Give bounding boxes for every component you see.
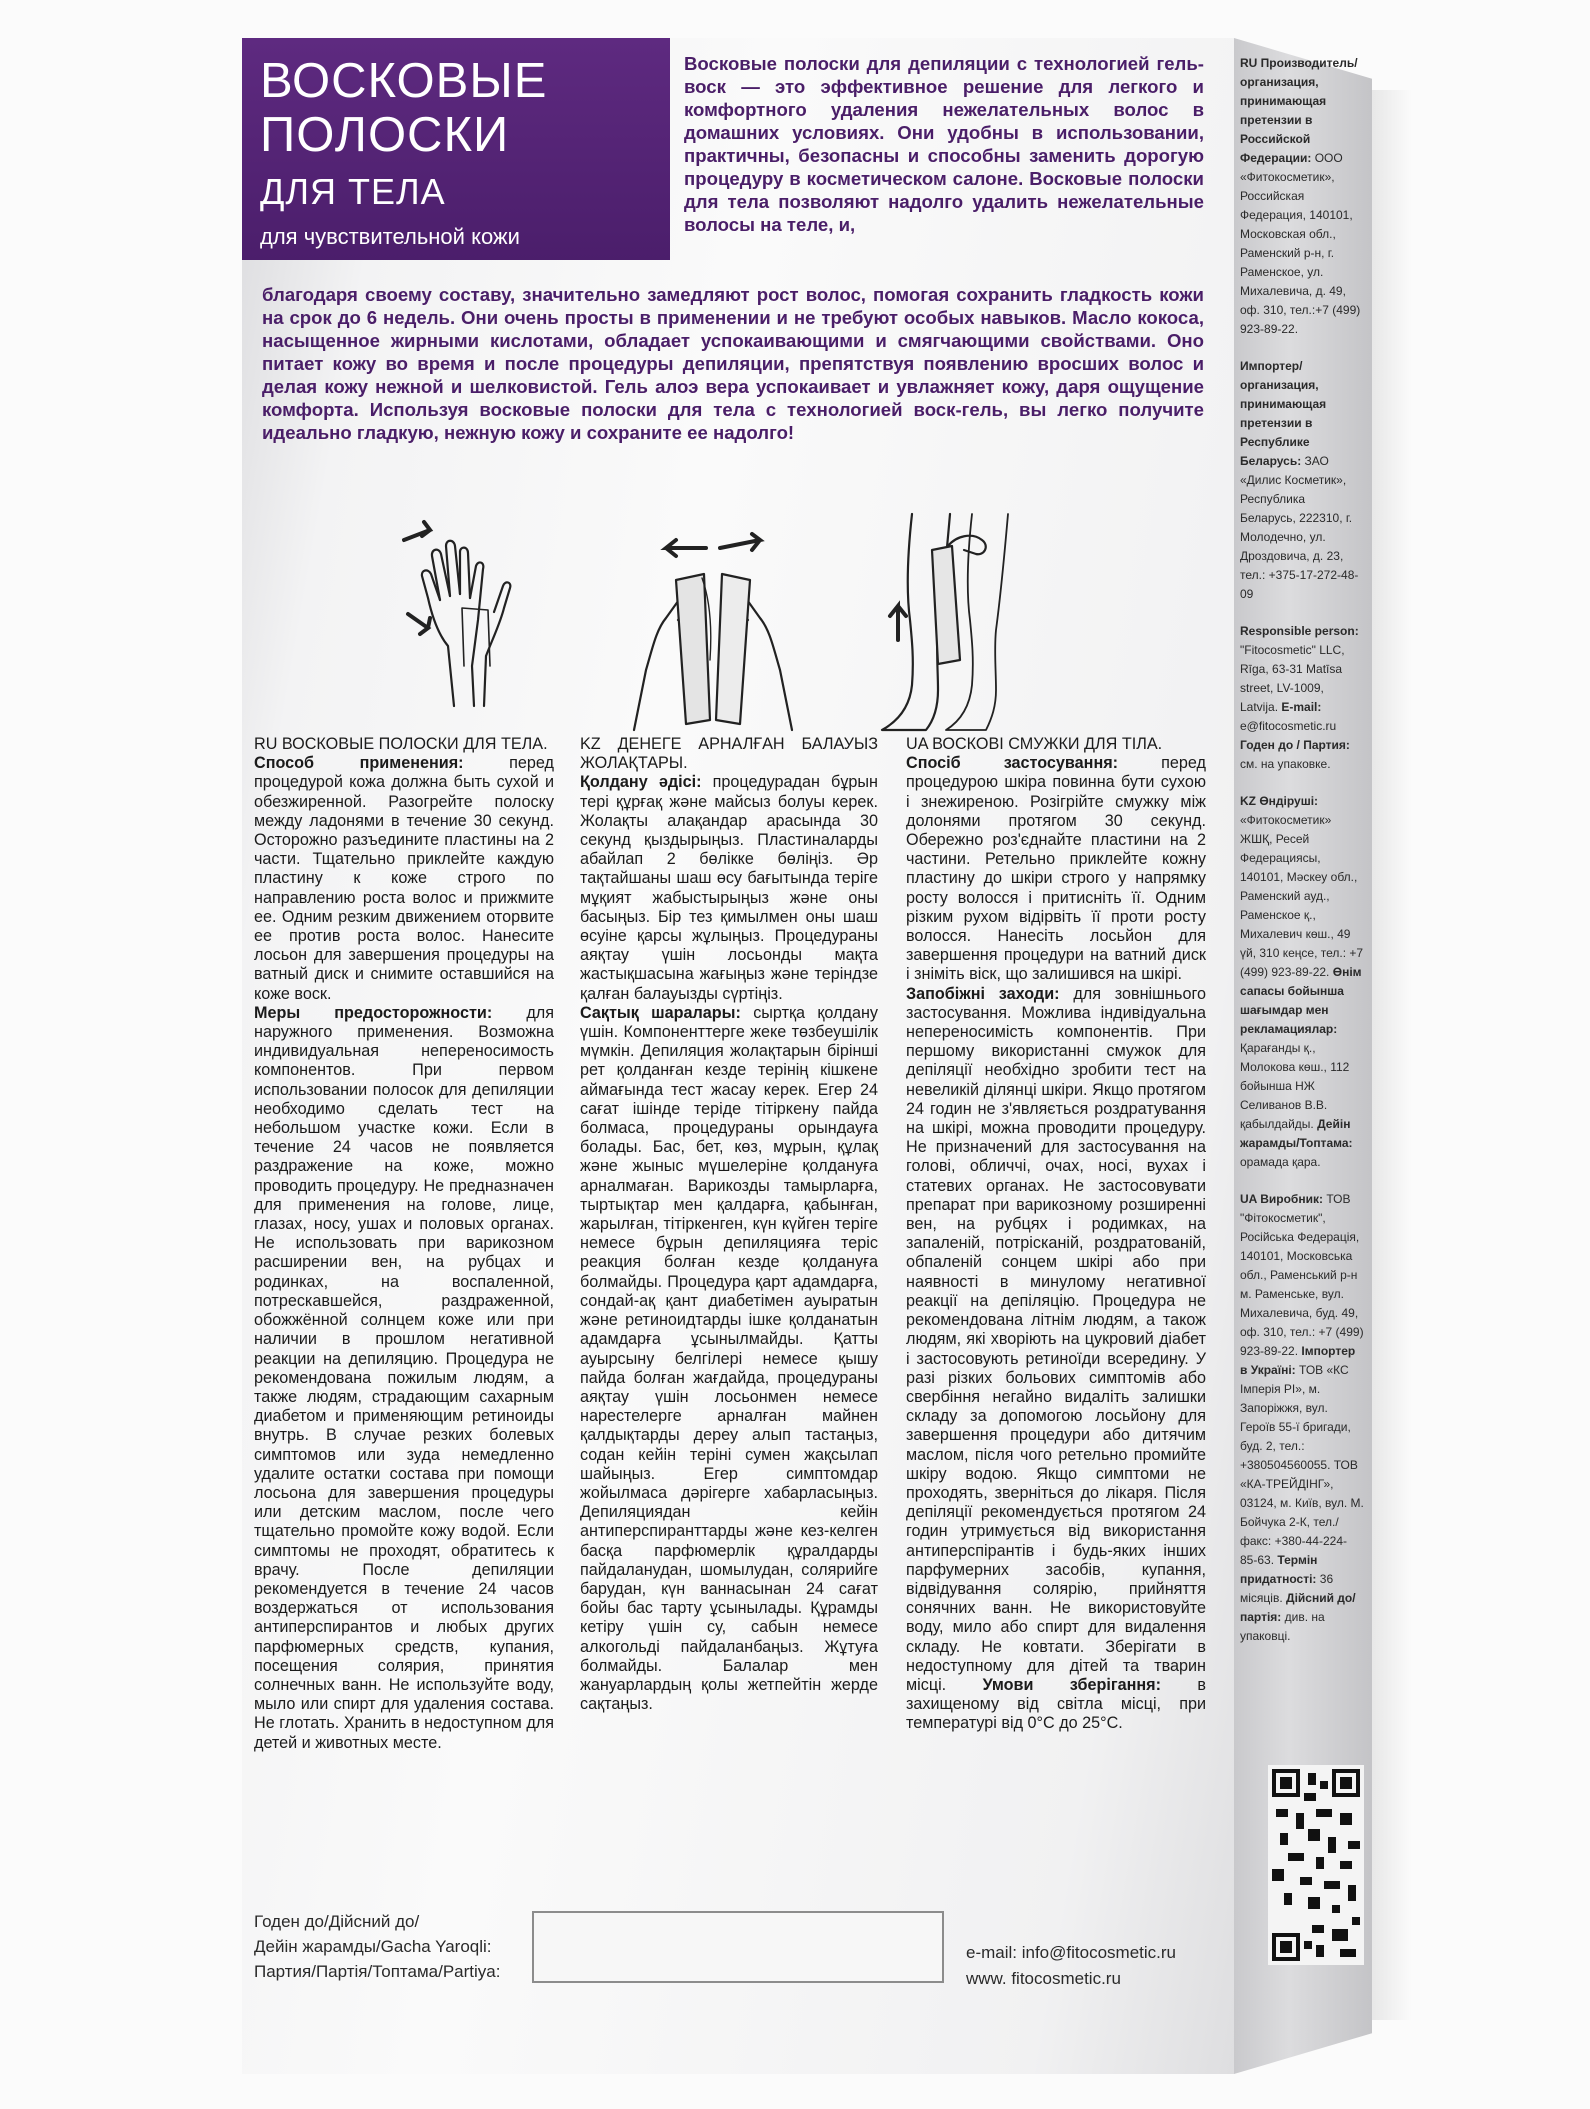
ru-title: RU ВОСКОВЫЕ ПОЛОСКИ ДЛЯ ТЕЛА. bbox=[254, 735, 548, 753]
side-kz-head: KZ Өндіруші: bbox=[1240, 794, 1319, 808]
arrow-up-icon bbox=[890, 606, 906, 640]
ua-storage-label: Умови зберігання: bbox=[982, 1675, 1161, 1694]
kz-caution-label: Сақтық шаралары: bbox=[580, 1003, 741, 1022]
side-ua-date-head: Дійсний до/партія: bbox=[1240, 1591, 1356, 1624]
side-by-head: Импортер/организация, принимающая претензии в Республике Беларусь: bbox=[1240, 359, 1327, 468]
side-email-head: E-mail: bbox=[1281, 700, 1322, 714]
apply-leg-illustration bbox=[872, 510, 1042, 735]
qr-code-icon bbox=[1268, 1765, 1364, 1965]
side-resp-head: Responsible person: bbox=[1240, 624, 1359, 638]
side-ua-import-body: ТОВ «КС Імперія РІ», м. Запоріжжя, вул. Героїв 55-ї бригади, буд. 2, тел.: +380504560055. ТОВ «КА-ТРЕЙДІНГ», 03124, м. Київ, вул. М. Бойчука 2-К, тел./факс: +380-44-224-85-63. bbox=[1240, 1363, 1364, 1567]
ua-title: UA ВОСКОВІ СМУЖКИ ДЛЯ ТІЛА. bbox=[906, 735, 1163, 753]
expiry-label-1: Годен до/Дійсний до/ bbox=[254, 1912, 420, 1931]
column-kz bbox=[580, 735, 878, 1714]
expiry-labels bbox=[254, 1909, 500, 1984]
arrow-down-icon bbox=[408, 614, 430, 634]
contacts bbox=[966, 1940, 1176, 1992]
side-ru-head: RU Производитель/ организация, принимающая претензии в Российской Федерации: bbox=[1240, 56, 1358, 165]
side-kz-claims: Өнім сапасы бойынша шағымдар мен рекламациялар: bbox=[1240, 965, 1362, 1036]
intro-text-full: благодаря своему составу, значительно замедляют рост волос, помогая сохранить гладкость кожи на срок до 6 недель. Они очень просты в применении и не требуют особых навыков. Масло кокоса, насыщенное жирными кислотами, обладает успокаивающими и смягчающими свойствами. Оно питает кожу во время и после процедуры депиляции, препятствуя появлению вросших волос и делая кожу нежной и шелковистой. Гель алоэ вера успокаивает и увлажняет кожу, даря ощущение комфорта. Используя восковые полоски для тела с технологией воск-гель, вы легко получите идеально гладкую, нежную кожу и сохраните ее надолго! bbox=[262, 284, 1204, 443]
side-ua-term-head: Термін придатності: bbox=[1240, 1553, 1318, 1586]
side-kz-date-body: орамада қара. bbox=[1240, 1155, 1321, 1169]
column-ua bbox=[906, 735, 1206, 1734]
ru-method-text: перед процедурой кожа должна быть сухой и обезжиренной. Разогрейте полоску между ладонями в течение 30 секунд. Осторожно разъедините пластины на 2 части. Тщательно приклейте каждую пластину к коже строго по направлению роста волос и прижмите ее. Одним резким движением оторвите ее против роста волос. Нанесите лосьон для завершения процедуры на ватный диск и снимите оставшийся на коже воск. bbox=[254, 754, 554, 1003]
product-title bbox=[260, 54, 660, 162]
warm-strip-illustration bbox=[388, 516, 538, 716]
ru-caution-label: Меры предосторожности: bbox=[254, 1003, 493, 1022]
side-kz-date: Дейін жарамды/Топтама: bbox=[1240, 1117, 1353, 1150]
kz-title: KZ ДЕНЕГЕ АРНАЛҒАН БАЛАУЫЗ ЖОЛАҚТАРЫ. bbox=[580, 735, 878, 773]
intro-text-right: Восковые полоски для депиляции с технологией гель-воск — это эффективное решение для легкого и комфортного удаления нежелательных волос в домашних условиях. Они удобны в использовании, практичны, безопасны и способны заменить дорогую процедуру в косметическом салоне. Восковые полоски для тела позволяют надолго удалить нежелательные волосы на теле, и, bbox=[684, 53, 1204, 235]
kz-method-text: процедурадан бұрын тері құрғақ және майсыз болуы керек. Жолақты алақандар арасында 30 секунд қыздырыңыз. Пластиналарды абайлап 2 бөлікке бөліңіз. Әр тақтайшаны шаш өсу бағытында теріге мұқият жабыстырыңыз және оны басыңыз. Бір тез қимылмен оны шаш өсуіне қарсы жұлыңыз. Процедураны аяқтау үшін лосьонды мақта жастықшасына жағыңыз және теріндзе қалған балауызды сүртіңіз. bbox=[580, 773, 878, 1003]
kz-caution-text: сыртқа қолдану үшін. Компоненттерге жеке төзбеушілік мүмкін. Депиляция жолақтарын бірінші рет қолданған кезде терінің кішкене аймағында тест жасау керек. Егер 24 сағат ішінде теріде тітіркену пайда болмаса, процедураны орындауға болады. Бас, бет, көз, мұрын, құлақ және жыныс мүшелеріне қолдануға арналмаған. Варикозды тамырларға, тыртықтар мен қалдарға, қабынған, жарылған, тітіркенген, күн күйген теріге немесе бұрын депиляцияға теріс реакция болған кезде қолдануға болмайды. Процедура қарт адамдарға, сондай-ақ қант диабетімен ауыратын және ретиноидтарды ішке қолданатын адамдарға ұсынылмайды. Қатты ауырсыну белгілері немесе қышу пайда болған жағдайда, процедураны аяқтау үшін лосьонмен немесе нарестелерге арналған майнен қалдықтарды дереу алып тастаңыз, содан кейін теріні сумен жақсылап шайыңыз. Егер симптомдар жойылмаса дәрігерге хабарласыңыз. Депиляциядан кейін антиперспиранттарды және кез-келген басқа парфюмерлік құралдарды пайдаланудан, шомылудан, солярийге барудан, күн ваннасынан 24 сағат бойы бас тарту ұсынылады. Құрамды кетіру үшін су, сабын немесе алкогольді пайдаланбаңыз. Жұтуға болмайды. Балалар мен жануарлардың қолы жетпейтін жерде сақтаңыз. bbox=[580, 1003, 878, 1714]
side-ua-date-body: див. на упаковці. bbox=[1240, 1610, 1325, 1643]
ua-method-label: Спосіб застосування: bbox=[906, 754, 1119, 773]
expiry-label-2: Дейін жарамды/Gacha Yaroqli: bbox=[254, 1937, 492, 1956]
side-email-body: e@fitocosmetic.ru bbox=[1240, 719, 1337, 733]
ua-storage-text: в захищеному від світла місці, при температурі від 0°C до 25°C. bbox=[906, 1675, 1206, 1733]
contact-website: www. fitocosmetic.ru bbox=[966, 1969, 1121, 1988]
side-resp-body: "Fitocosmetic" LLC, Rīga, 63-31 Matīsa street, LV-1009, Latvija. bbox=[1240, 643, 1345, 714]
side-ru-body: ООО «Фитокосметик», Российская Федерация, 140101, Московская обл., Раменский р-н, г. Раменское, ул. Михалевича, д. 49, оф. 310, тел.:+7 (499) 923-89-22. bbox=[1240, 151, 1361, 336]
arrow-left-icon bbox=[666, 540, 706, 556]
batch-date-box bbox=[532, 1911, 944, 1983]
ua-caution-text: для зовнішнього застосування. Можлива індивідуальна непереносимість компонентів. При першому використанні смужок для депіляції необхідно зробити тест на невеликій ділянці шкіри. Якщо протягом 24 годин не з'являється роздратування на шкірі, можна проводити процедуру. Не призначений для застосування на голові, обличчі, очах, носі, вухах і статевих органах. Не застосовувати препарат при варикозному розширенні вен, на рубцях і родимках, на запаленій, потрісканій, роздратованій, обпаленій сонцем шкірі або при наявності в минулому негативної реакції на депіляцію. Процедура не рекомендована літнім людям, а також людям, які хворіють на цукровий діабет і застосовують ретиноїди всередину. У разі різких больових симптомів або свербіння негайно видаліть залишки складу за допомогою лосьйону для завершення процедури або дитячим маслом, після чого ретельно промийте шкіру водою. Якщо симптоми не проходять, зверніться до лікаря. Після депіляції рекомендується протягом 24 годин утримується від використання антиперспірантів і будь-яких інших парфумерних засобів, купання, відвідування солярію, прийняття сонячних ванн. Не використовуйте воду, мило або спирт для видалення складу. Не ковтати. Зберігати в недоступному для дітей та тварин місці. bbox=[906, 984, 1207, 1694]
ru-method-label: Способ применения: bbox=[254, 754, 464, 773]
side-ua-import-head: Імпортер в Україні: bbox=[1240, 1344, 1356, 1377]
separate-strip-illustration bbox=[606, 520, 820, 735]
expiry-label-3: Партия/Партія/Топтама/Partiya: bbox=[254, 1962, 501, 1981]
ua-method-text: перед процедурою шкіра повинна бути сухою і знежиреною. Розігрійте смужку між долонями протягом 30 секунд. Обережно роз'єднайте пластини на 2 частини. Ретельно приклейте кожну пластину до шкіри строго у напрямку росту волосся і притисніть її. Одним різким рухом відірвіть її проти росту волосся. Нанесіть лосьйон для завершення процедури на ватний диск і зніміть віск, що залишився на шкірі. bbox=[906, 754, 1206, 984]
ru-caution-text: для наружного применения. Возможна индивидуальная непереносимость компонентов. При первом использовании полосок для депиляции необходимо сделать тест на небольшом участке кожи. Если в течение 24 часов не появляется раздражение на коже, можно проводить процедуру. Не предназначен для применения на голове, лице, глазах, носу, ушах и половых органах. Не использовать при варикозном расширении вен, на рубцах и родинках, на воспаленной, потрескавшейся, раздраженной, обожжённой солнцем коже или при наличии в прошлом негативной реакции на депиляцию. Процедура не рекомендована пожилым людям, а также людям, страдающим сахарным диабетом и применяющим ретиноиды внутрь. В случае резких болевых симптомов или зуда немедленно удалите остатки состава при помощи лосьона для завершения процедуры или детским маслом, после чего тщательно промойте кожу водой. Если симптомы не проходят, обратитесь к врачу. После депиляции рекомендуется в течение 24 часов воздержаться от использования антиперспирантов и любых других парфюмерных средств, купания, посещения солярия, принятия солнечных ванн. Не используйте воду, мыло или спирт для удаления состава. Не глотать. Хранить в недоступном для детей и животных месте. bbox=[254, 1003, 555, 1752]
box-shadow bbox=[1372, 90, 1412, 2020]
side-ua-head: UA Виробник: bbox=[1240, 1192, 1323, 1206]
side-ua-body: ТОВ "Фітокосметик", Російська Федерація, 140101, Московська обл., Раменський р-н м. Раменське, вул. Михалевича, буд. 49, оф. 310, тел.: +7 (499) 923-89-22. bbox=[1240, 1192, 1364, 1358]
side-kz-body: «Фитокосметик» ЖШҚ, Ресей Федерациясы, 140101, Мәскеу обл., Раменский ауд., Раменское қ., Михалевич көш., 49 үй, 310 кеңсе, тел.: +7 (499) 923-89-22. bbox=[1240, 813, 1364, 979]
side-by-body: ЗАО «Дилис Косметик», Республика Беларусь, 222310, г. Молодечно, ул. Дроздовича, д. 23, тел.: +375-17-272-48-09 bbox=[1240, 454, 1359, 601]
side-kz-claims-body: Қарағанды қ., Молокова көш., 112 бойынша НЖ Селиванов В.В. қабылдайды. bbox=[1240, 1041, 1350, 1131]
side-godno-body: см. на упаковке. bbox=[1240, 757, 1331, 771]
arrow-up-icon bbox=[404, 522, 430, 540]
product-subtitle-2: для чувствительной кожи bbox=[260, 224, 520, 249]
product-subtitle: ДЛЯ ТЕЛА bbox=[260, 171, 446, 212]
side-godno: Годен до / Партия: bbox=[1240, 738, 1350, 752]
side-ua-term-body: 36 місяців. bbox=[1240, 1572, 1334, 1605]
arrow-right-icon bbox=[720, 534, 760, 550]
title-line-2: ПОЛОСКИ bbox=[260, 108, 510, 162]
title-line-1: ВОСКОВЫЕ bbox=[260, 54, 548, 108]
ua-caution-label: Запобіжні заходи: bbox=[906, 984, 1060, 1003]
contact-email: e-mail: info@fitocosmetic.ru bbox=[966, 1943, 1176, 1962]
kz-method-label: Қолдану әдісі: bbox=[580, 773, 702, 792]
side-panel-text bbox=[1240, 54, 1364, 1664]
column-ru bbox=[254, 735, 554, 1753]
